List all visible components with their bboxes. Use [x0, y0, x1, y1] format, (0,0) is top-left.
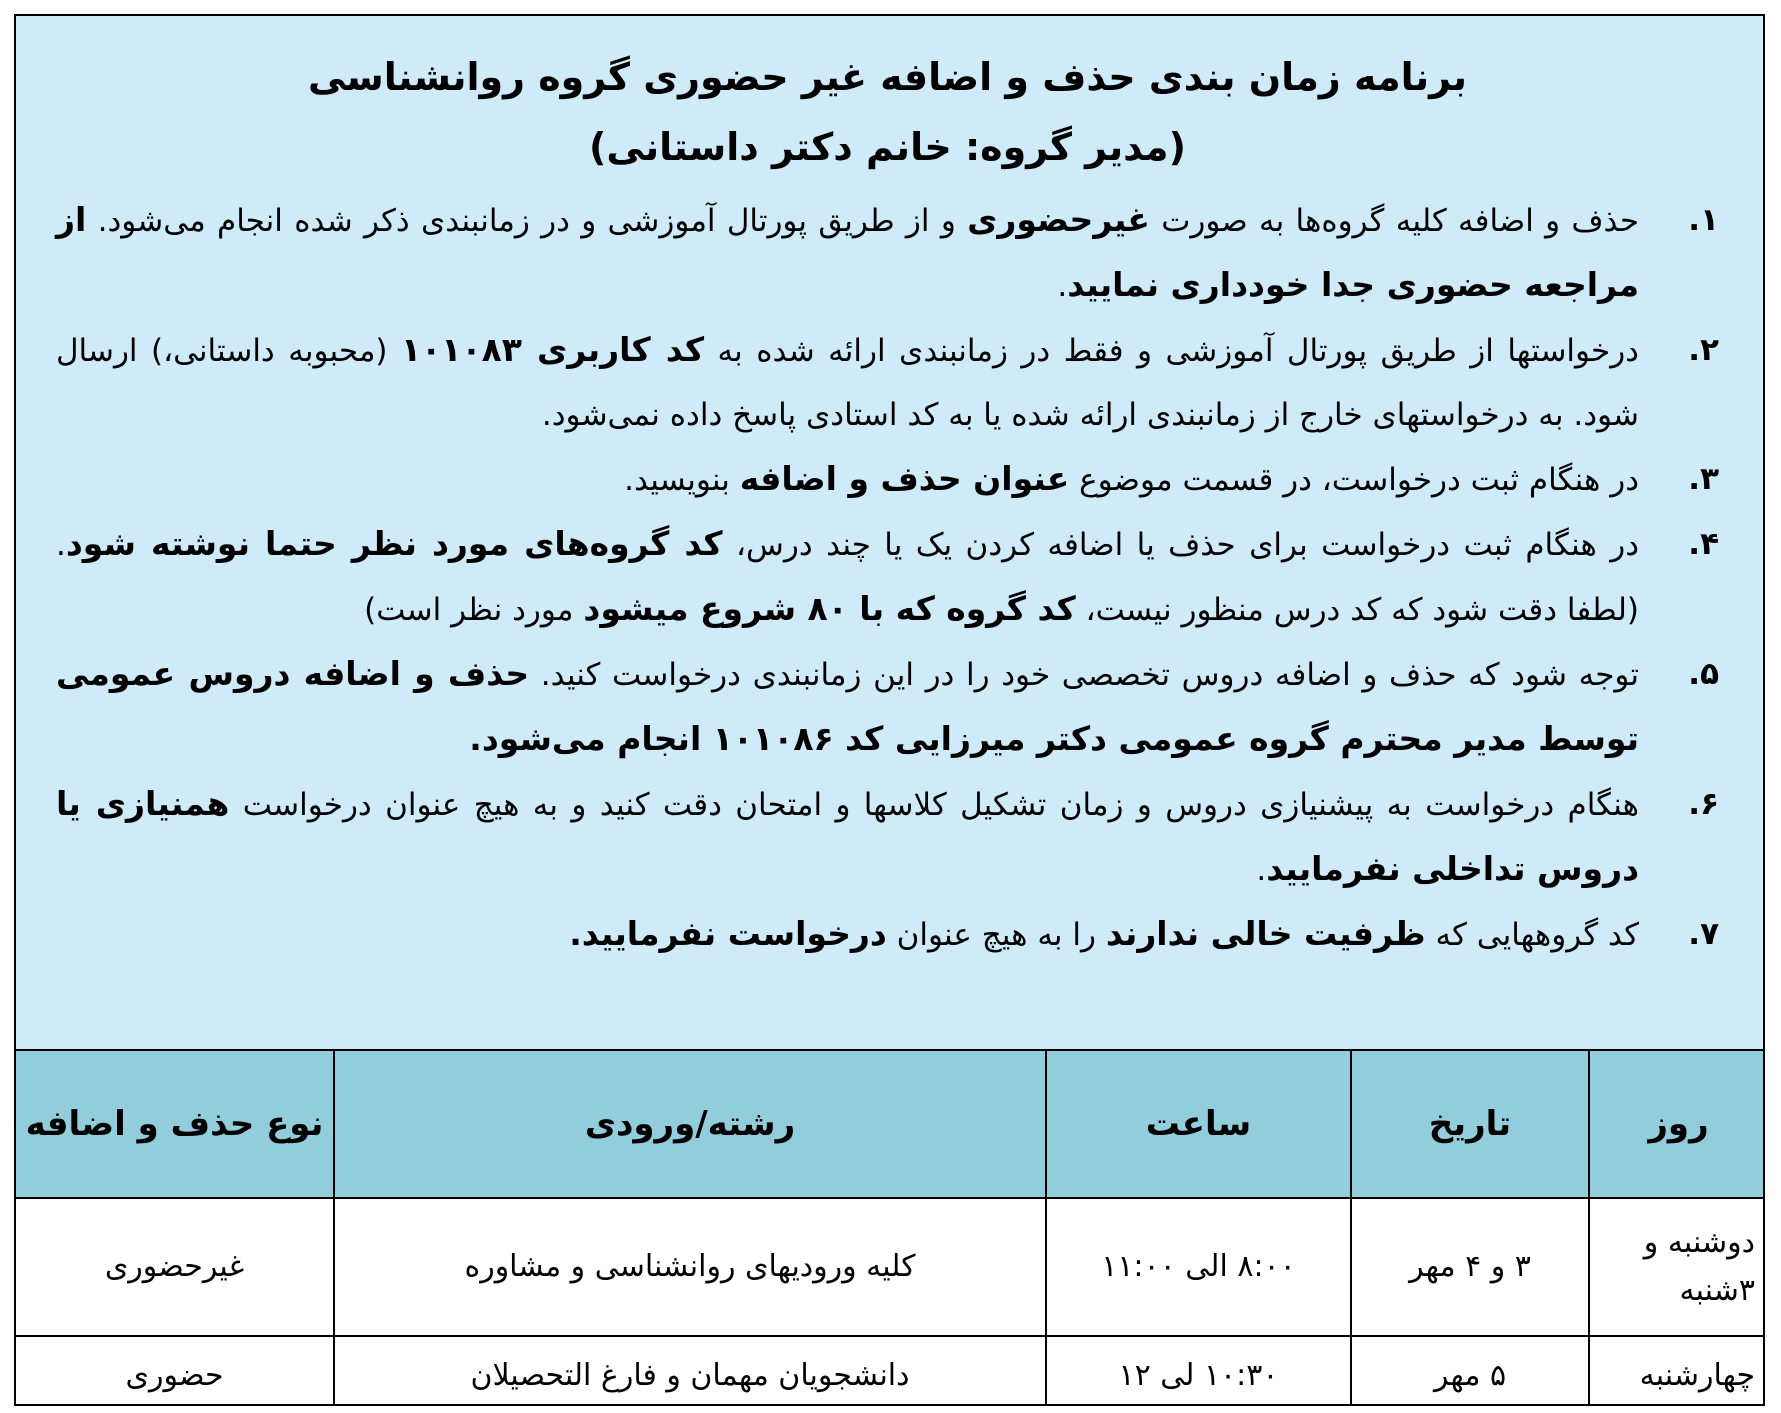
rule-text-bold: غیرحضوری — [967, 200, 1150, 239]
page-subtitle: (مدیر گروه: خانم دکتر داستانی) — [589, 125, 1186, 169]
rule-text-run: مورد نظر است) — [364, 592, 584, 628]
rule-number: ۶. — [1688, 786, 1719, 822]
rule-text-run: و از طریق پورتال آموزشی و در زمانبندی ذکر شده انجام می‌شود. — [86, 203, 968, 239]
cell-field: دانشجویان مهمان و فارغ التحصیلان — [334, 1336, 1046, 1406]
rule-text-bold: از مراجعه حضوری جدا خودداری نمایید — [56, 200, 1639, 304]
rule-number: ۳. — [1688, 461, 1719, 497]
header-day: روز — [1589, 1051, 1765, 1198]
table-header-row — [16, 1051, 1765, 1198]
instructions-box — [16, 16, 1763, 1051]
cell-date: ۵ مهر — [1351, 1336, 1589, 1406]
header-date: تاریخ — [1351, 1051, 1589, 1198]
header-field: رشته/ورودی — [334, 1051, 1046, 1198]
cell-date: ۳ و ۴ مهر — [1351, 1198, 1589, 1336]
cell-day: دوشنبه و ۳شنبه — [1589, 1198, 1765, 1336]
header-type: نوع حذف و اضافه — [16, 1051, 334, 1198]
rule-text-run: هنگام درخواست به پیشنیازی دروس و زمان تشکیل کلاسها و امتحان دقت کنید و به هیچ عنوان درخواست — [229, 787, 1639, 823]
cell-day: چهارشنبه — [1589, 1336, 1765, 1406]
rule-number: ۷. — [1688, 916, 1719, 952]
rule-text-run: حذف و اضافه کلیه گروه‌ها به صورت — [1149, 203, 1639, 239]
cell-type: غیرحضوری — [16, 1198, 334, 1336]
rule-item — [56, 447, 1719, 512]
rule-text — [56, 772, 1639, 902]
rule-item — [56, 772, 1719, 902]
rule-text-bold: حذف و اضافه دروس عمومی توسط مدیر محترم گروه عمومی دکتر میرزایی کد ۱۰۱۰۸۶ انجام می‌شود. — [56, 654, 1639, 758]
rule-number: ۵. — [1688, 656, 1719, 692]
rule-item — [56, 902, 1719, 967]
rule-text-bold: همنیازی یا دروس تداخلی نفرمایید — [56, 784, 1639, 888]
table-row — [16, 1198, 1765, 1336]
rule-text — [56, 318, 1639, 447]
header-time: ساعت — [1046, 1051, 1351, 1198]
cell-field: کلیه ورودیهای روانشناسی و مشاوره — [334, 1198, 1046, 1336]
rule-text-run: توجه شود که حذف و اضافه دروس تخصصی خود را در این زمانبندی درخواست کنید. — [529, 657, 1640, 693]
rule-text — [56, 447, 1639, 512]
rule-text-run: را به هیچ عنوان — [886, 917, 1106, 953]
rule-text-bold: کد کاربری ۱۰۱۰۸۳ — [401, 330, 705, 369]
rule-text-bold: عنوان حذف و اضافه — [739, 459, 1070, 498]
rule-number: ۲. — [1688, 332, 1719, 368]
schedule-table — [16, 1051, 1765, 1406]
rule-text-run: کد گروههایی که — [1425, 917, 1639, 953]
rule-text-bold: کد گروه که با ۸۰ شروع میشود — [583, 589, 1076, 628]
document-page — [14, 14, 1765, 1406]
table-row — [16, 1336, 1765, 1406]
rule-text-run: . — [1256, 852, 1267, 888]
rule-text-bold: کد گروه‌های مورد نظر حتما نوشته شود — [65, 524, 723, 563]
rule-text — [56, 188, 1639, 318]
rule-text-run: در هنگام ثبت درخواست، در قسمت موضوع — [1069, 462, 1639, 498]
rule-number: ۴. — [1688, 526, 1719, 562]
rule-item — [56, 512, 1719, 642]
rule-text-run: (محبوبه داستانی،) ارسال شود. به درخواستهای خارج از زمانبندی ارائه شده یا به کد استادی پاسخ داده نمی‌شود. — [56, 333, 1639, 433]
rule-text-bold: درخواست نفرمایید. — [569, 914, 887, 953]
rule-text-run: در هنگام ثبت درخواست برای حذف یا اضافه کردن یک یا چند درس، — [722, 527, 1639, 563]
cell-type: حضوری — [16, 1336, 334, 1406]
rule-item — [56, 642, 1719, 772]
rule-text-run: . — [1057, 268, 1068, 304]
cell-time: ۱۰:۳۰ لی ۱۲ — [1046, 1336, 1351, 1406]
cell-time: ۸:۰۰ الی ۱۱:۰۰ — [1046, 1198, 1351, 1336]
rule-item — [56, 318, 1719, 447]
rule-number: ۱. — [1688, 202, 1719, 238]
rule-text-run: . (لطفا دقت شود که کد درس منظور نیست، — [56, 527, 1639, 628]
rule-text-bold: ظرفیت خالی ندارند — [1105, 914, 1426, 953]
rule-text — [56, 902, 1639, 967]
rules-list — [56, 188, 1719, 967]
rule-text-run: بنویسید. — [624, 462, 740, 498]
rule-text — [56, 642, 1639, 772]
page-title: برنامه زمان بندی حذف و اضافه غیر حضوری گروه روانشناسی — [307, 55, 1468, 99]
rule-text — [56, 512, 1639, 642]
rule-text-run: درخواستها از طریق پورتال آموزشی و فقط در زمانبندی ارائه شده به — [704, 333, 1639, 369]
rule-item — [56, 188, 1719, 318]
